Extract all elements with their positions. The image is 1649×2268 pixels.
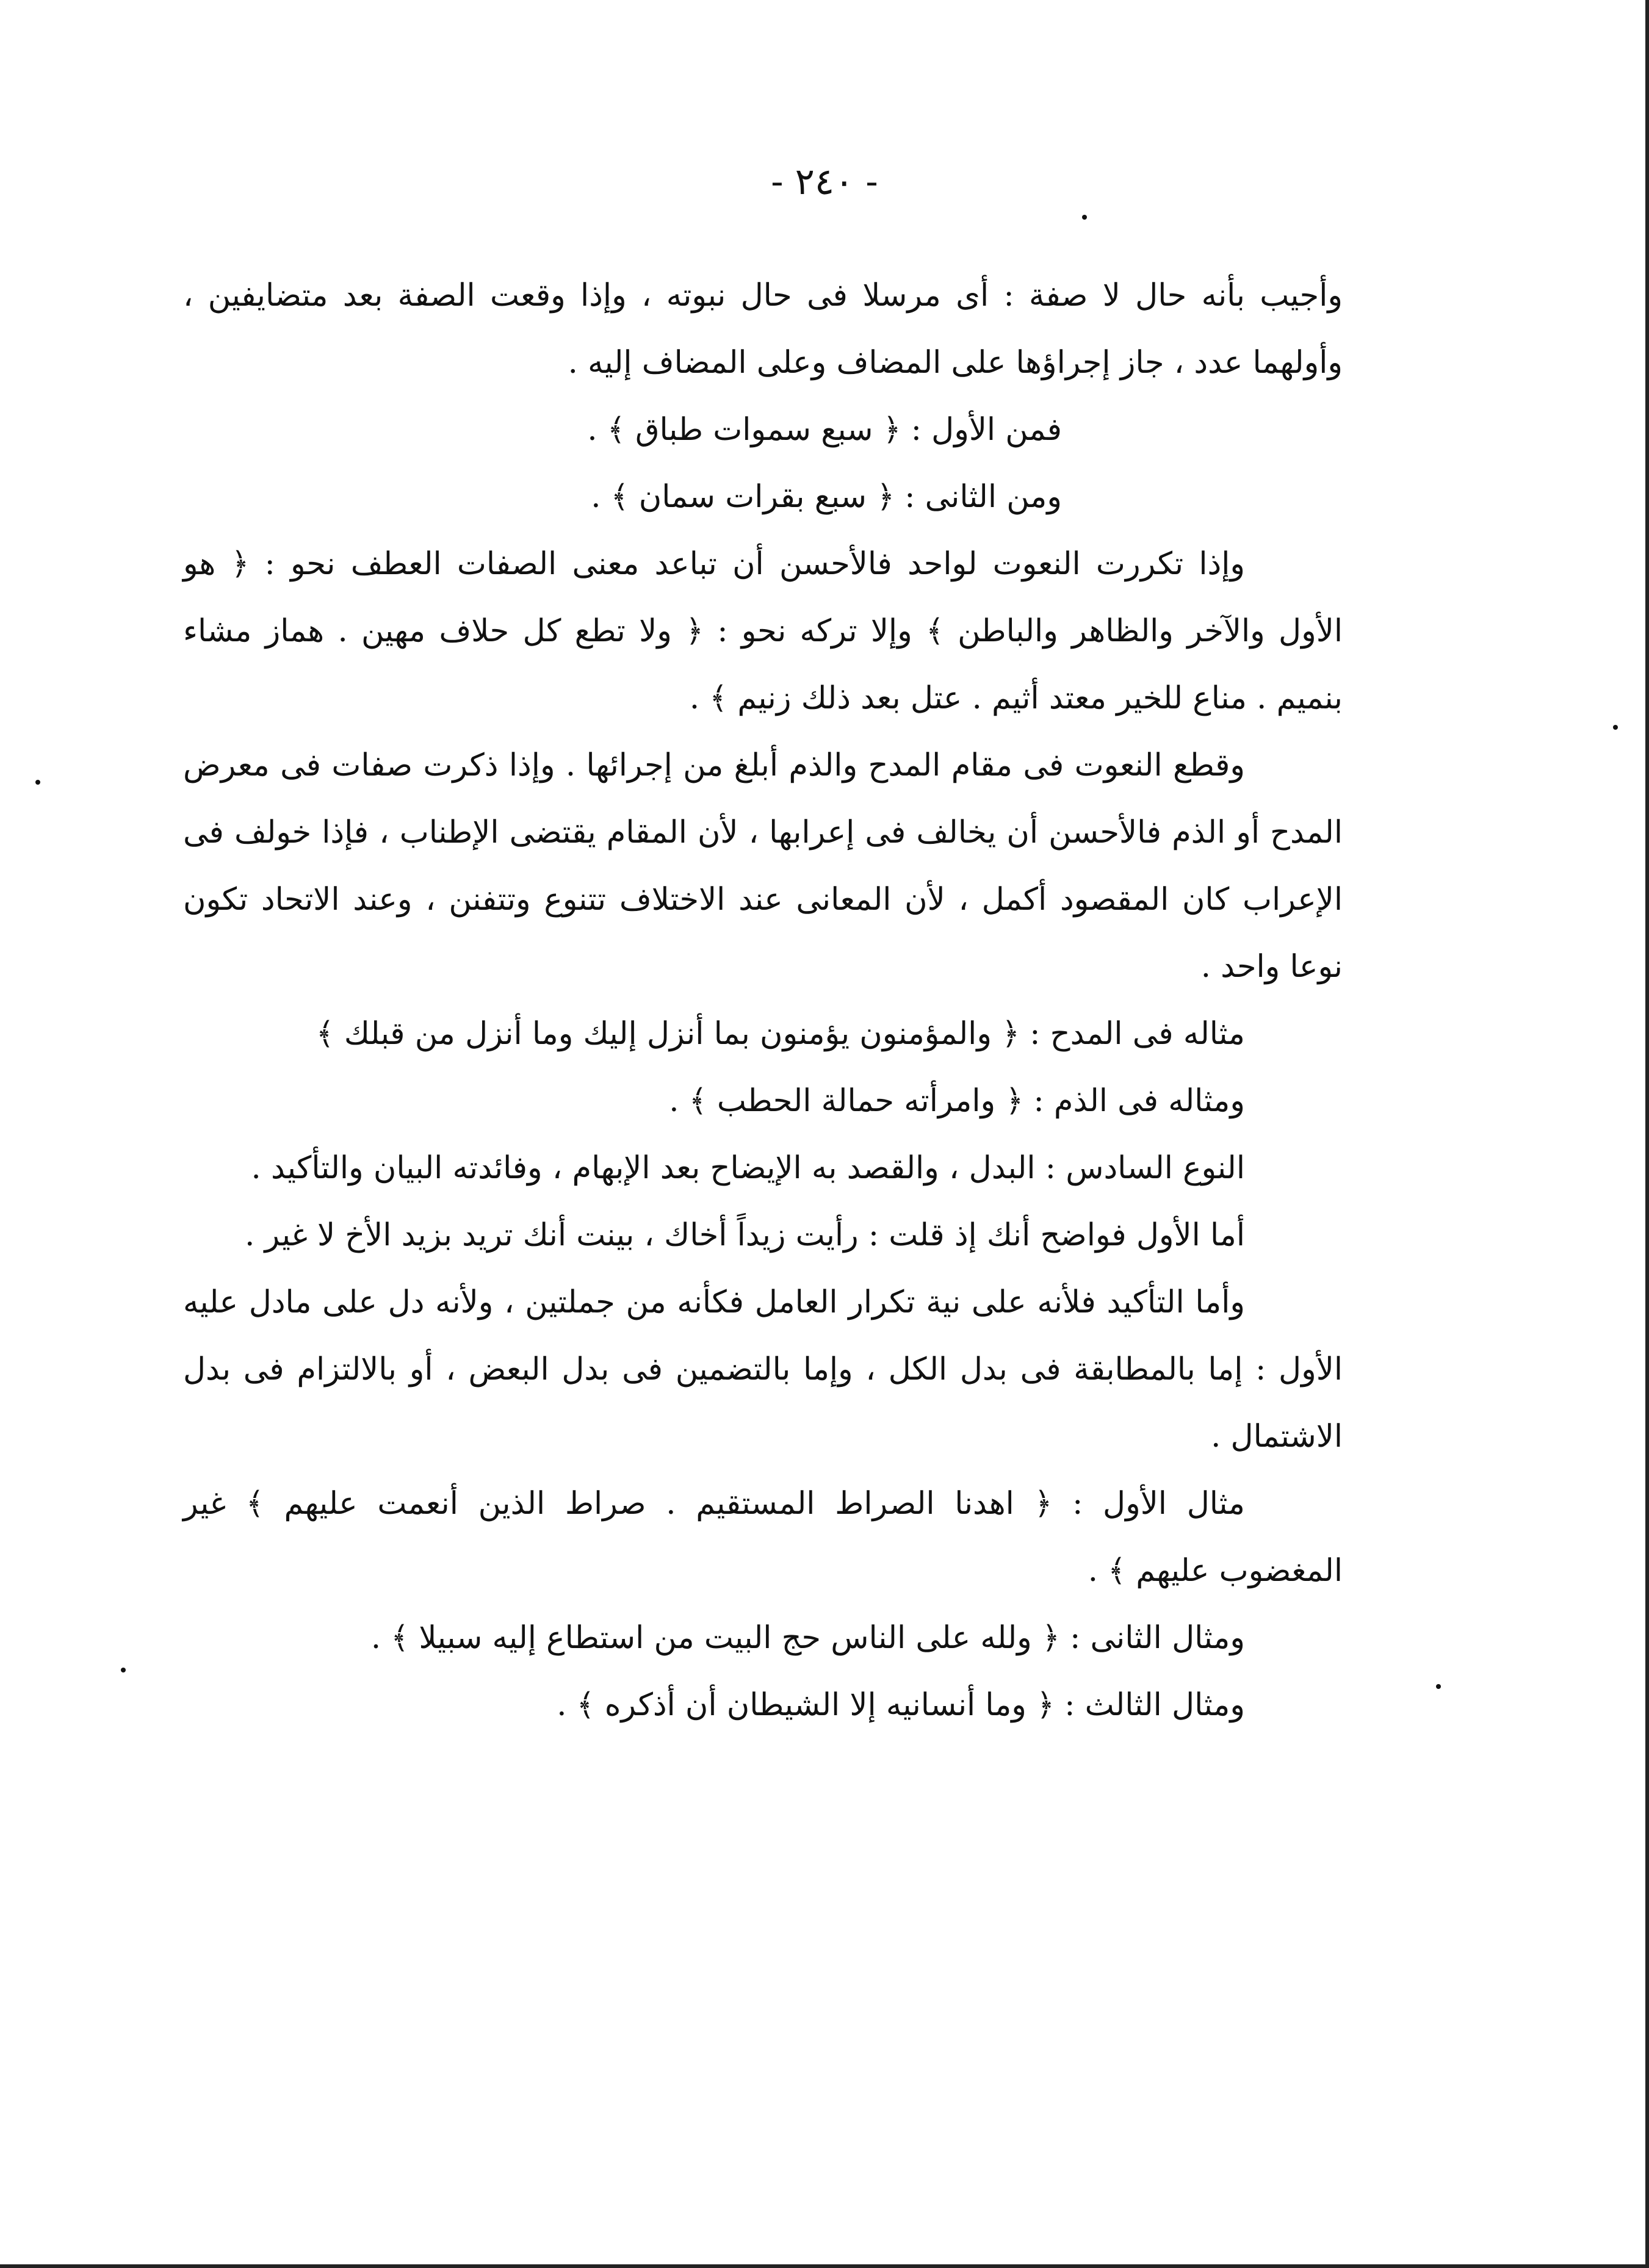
paragraph: مثاله فى المدح : ﴿ والمؤمنون يؤمنون بما أنزل إليك وما أنزل من قبلك ﴾ (316, 1016, 1245, 1052)
scan-border-right (1645, 0, 1649, 2268)
scan-speck (1436, 1684, 1441, 1689)
example-line: فمن الأول : ﴿ سبع سموات طباق ﴾ . (587, 412, 1062, 448)
paragraph: أما الأول فواضح أنك إذ قلت : رأيت زيداً أخاك ، بينت أنك تريد بزيد الأخ لا غير . (245, 1217, 1245, 1253)
scan-speck (1613, 725, 1618, 730)
page-number: - ٢٤٠ - (771, 160, 878, 203)
scan-speck (1082, 215, 1087, 220)
paragraph: وأجيب بأنه حال لا صفة : أى مرسلا فى حال نبوته ، وإذا وقعت الصفة بعد متضايفين ، وأولهما عدد ، جاز إجراؤها على المضاف وعلى المضاف إليه . (183, 278, 1343, 381)
paragraph: النوع السادس : البدل ، والقصد به الإيضاح بعد الإبهام ، وفائدته البيان والتأكيد . (251, 1150, 1245, 1186)
example-line: ومن الثانى : ﴿ سبع بقرات سمان ﴾ . (591, 479, 1062, 515)
body-text (183, 262, 1343, 1739)
scan-speck (35, 780, 40, 785)
paragraph: وإذا تكررت النعوت لواحد فالأحسن أن تباعد معنى الصفات العطف نحو : ﴿ هو الأول والآخر والظاهر والباطن ﴾ وإلا تركه نحو : ﴿ ولا تطع كل حلاف مهين . هماز مشاء بنميم . مناع للخير معتد أثيم . عتل بعد ذلك زنيم ﴾ . (183, 546, 1343, 716)
paragraph: ومثاله فى الذم : ﴿ وامرأته حمالة الحطب ﴾ . (669, 1083, 1245, 1119)
paragraph: ومثال الثانى : ﴿ ولله على الناس حج البيت من استطاع إليه سبيلا ﴾ . (370, 1620, 1245, 1656)
scan-border-bottom (0, 2264, 1649, 2268)
paragraph: مثال الأول : ﴿ اهدنا الصراط المستقيم . صراط الذين أنعمت عليهم ﴾ غير المغضوب عليهم ﴾ . (183, 1486, 1343, 1589)
paragraph: وقطع النعوت فى مقام المدح والذم أبلغ من إجرائها . وإذا ذكرت صفات فى معرض المدح أو الذم فالأحسن أن يخالف فى إعرابها ، لأن المقام يقتضى الإطناب ، فإذا خولف فى الإعراب كان المقصود أكمل ، لأن المعانى عند الاختلاف تتنوع وتتفنن ، وعند الاتحاد تكون نوعا واحد . (183, 747, 1343, 985)
paragraph: وأما التأكيد فلأنه على نية تكرار العامل فكأنه من جملتين ، ولأنه دل على مادل عليه الأول : إما بالمطابقة فى بدل الكل ، وإما بالتضمين فى بدل البعض ، أو بالالتزام فى بدل الاشتمال . (183, 1284, 1343, 1455)
scan-speck (121, 1668, 126, 1672)
paragraph: ومثال الثالث : ﴿ وما أنسانيه إلا الشيطان أن أذكره ﴾ . (557, 1687, 1245, 1723)
